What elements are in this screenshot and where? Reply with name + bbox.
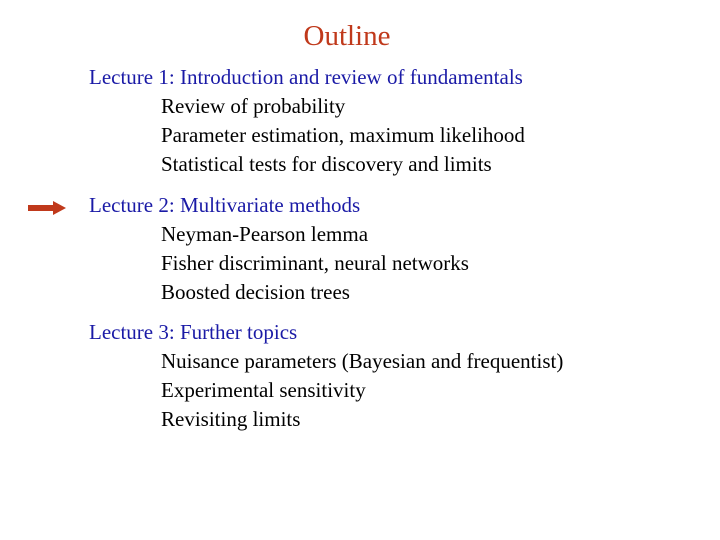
lecture-3-topic: Nuisance parameters (Bayesian and frequentist) — [161, 349, 564, 373]
lecture-2-topic: Fisher discriminant, neural networks — [161, 251, 469, 275]
lecture-1-topic: Parameter estimation, maximum likelihood — [161, 123, 525, 147]
lecture-1-topic: Review of probability — [161, 94, 346, 118]
lecture-1-topic: Statistical tests for discovery and limits — [161, 152, 492, 176]
right-arrow-icon — [28, 201, 66, 215]
lecture-2-section — [89, 191, 709, 307]
lecture-1-section — [89, 63, 709, 179]
lecture-2-heading: Lecture 2: Multivariate methods — [89, 193, 361, 217]
slide-title: Outline — [303, 20, 391, 52]
lecture-3-section — [89, 318, 709, 434]
lecture-2-topic: Boosted decision trees — [161, 280, 350, 304]
lecture-2-topic: Neyman-Pearson lemma — [161, 222, 369, 246]
lecture-3-topic: Revisiting limits — [161, 407, 301, 431]
lecture-3-topic: Experimental sensitivity — [161, 378, 366, 402]
lecture-3-heading: Lecture 3: Further topics — [89, 320, 298, 344]
lecture-1-heading: Lecture 1: Introduction and review of fundamentals — [89, 65, 523, 89]
